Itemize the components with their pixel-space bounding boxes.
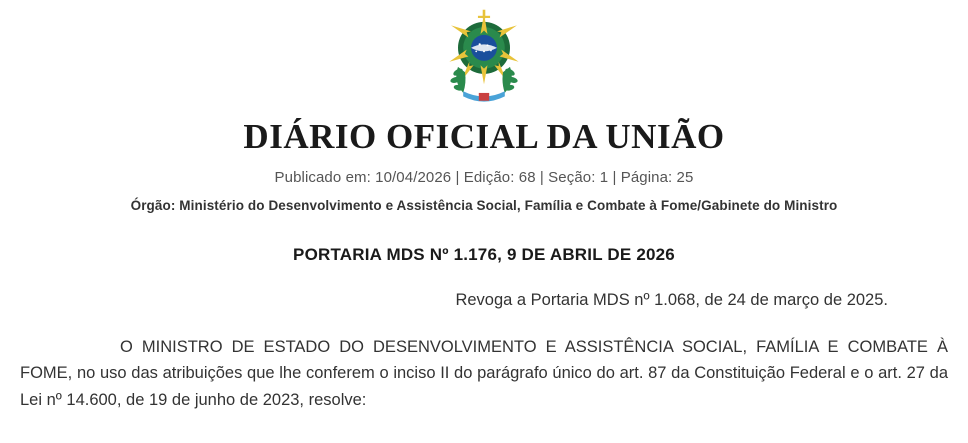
page-title: DIÁRIO OFICIAL DA UNIÃO	[243, 117, 725, 156]
body-paragraph: O MINISTRO DE ESTADO DO DESENVOLVIMENTO E ASSISTÊNCIA SOCIAL, FAMÍLIA E COMBATE À FOME, no uso das atribuições que lhe conferem o inciso II do parágrafo único do art. 87 da Constituição Federal e o art. 27 da Lei nº 14.600, de 19 de junho de 2023, resolve:	[20, 337, 948, 409]
organ-info: Órgão: Ministério do Desenvolvimento e Assistência Social, Família e Combate à Fome/Gabinete do Ministro	[130, 197, 838, 213]
act-title: PORTARIA MDS Nº 1.176, 9 DE ABRIL DE 2026	[293, 244, 675, 264]
publication-info: Publicado em: 10/04/2026 | Edição: 68 | Seção: 1 | Página: 25	[274, 168, 694, 186]
ementa-container	[0, 291, 968, 310]
emblem-container	[0, 0, 968, 112]
brasao-da-republica-icon	[432, 8, 536, 112]
ementa-text: Revoga a Portaria MDS nº 1.068, de 24 de março de 2025.	[455, 290, 888, 309]
